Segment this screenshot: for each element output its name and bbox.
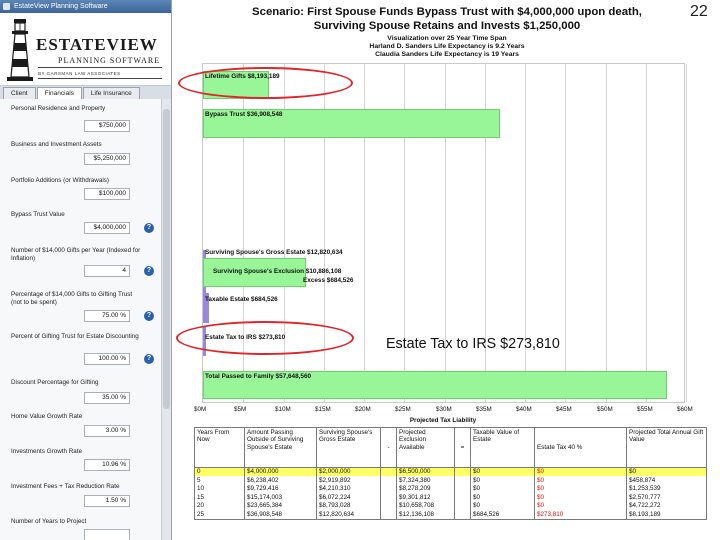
bypass-trust-value-input[interactable]: $4,000,000 [84,222,130,234]
table-row [195,476,707,485]
table-row [195,502,707,511]
table-cell: $4,722,272 [627,502,707,511]
table-cell [455,502,471,511]
table-row [195,494,707,503]
bar-label: Surviving Spouse's Gross Estate $12,820,634 [205,249,343,256]
table-row [195,485,707,494]
title-line: Surviving Spouse Retains and Invests $1,250,000 [313,20,581,32]
column-header: - [381,428,397,468]
page-number: 22 [690,3,708,20]
table-cell: $9,301,812 [397,494,455,503]
field-label: Personal Residence and Property [11,105,106,112]
table-cell: $23,665,384 [245,502,317,511]
table-cell: $458,874 [627,476,707,485]
table-cell: $0 [471,476,535,485]
x-tick-label: $55M [637,406,653,413]
table-cell: $12,136,108 [397,511,455,520]
table-cell: $6,500,000 [397,468,455,477]
lighthouse-icon [6,17,34,83]
x-tick-label: $25M [395,406,411,413]
chart-subtitle: Visualization over 25 Year Time Span [387,35,507,42]
table-cell: $7,324,380 [397,476,455,485]
bar-label: Estate Tax to IRS $273,810 [205,334,286,341]
table-cell: $1,253,539 [627,485,707,494]
window-title: EstateView Planning Software [14,3,108,10]
table-cell: 20 [195,502,245,511]
table-cell: 5 [195,476,245,485]
table-cell: $4,210,310 [317,485,381,494]
scrollbar-thumb[interactable] [163,109,170,409]
table-cell: $10,658,708 [397,502,455,511]
table-cell: $8,278,209 [397,485,455,494]
personal-residence-input[interactable]: $750,000 [84,120,130,132]
help-icon[interactable]: ? [144,266,154,276]
field-label: Number of $14,000 Gifts per Year (Indexed for Inflation) [11,247,141,262]
table-cell: 0 [195,468,245,477]
bar-label: Bypass Trust $36,908,548 [205,111,283,118]
table-cell: $0 [471,494,535,503]
x-tick-label: $20M [355,406,371,413]
field-label: Percentage of $14,000 Gifts to Gifting Trust (not to be spent) [11,291,133,306]
x-tick-label: $50M [597,406,613,413]
number-of-gifts-input[interactable]: 4 [84,265,130,277]
table-cell: $0 [535,485,627,494]
gifting-trust-discount-input[interactable]: 100.00 % [84,353,130,365]
table-cell: $0 [535,476,627,485]
help-icon[interactable]: ? [144,223,154,233]
table-cell: 15 [195,494,245,503]
table-cell [381,502,397,511]
table-cell: $36,908,548 [245,511,317,520]
field-label: Investment Fees + Tax Reduction Rate [11,483,120,490]
table-cell: $6,072,224 [317,494,381,503]
column-header: Estate Tax 40 % [535,428,627,468]
table-row [195,468,707,477]
estate-tax-annotation: Estate Tax to IRS $273,810 [386,336,560,352]
table-cell: $273,810 [535,511,627,520]
logo-wordmark: ESTATEVIEW [36,35,158,54]
field-label: Investments Growth Rate [11,448,83,455]
table-cell: $8,793,028 [317,502,381,511]
table-cell [455,494,471,503]
column-header: Surviving Spouse's Gross Estate [317,428,381,468]
table-cell [381,494,397,503]
title-line: Scenario: First Spouse Funds Bypass Trust with $4,000,000 upon death, [252,6,642,18]
table-cell: $6,238,402 [245,476,317,485]
grid-line [646,64,647,402]
table-cell: $0 [471,468,535,477]
table-cell: $2,919,892 [317,476,381,485]
table-row [195,511,707,520]
tab-client[interactable]: Client [3,87,36,99]
column-header: Amount Passing Outside of Surviving Spouse's Estate [245,428,317,468]
table-cell [381,476,397,485]
table-cell [381,511,397,520]
column-header: Projected Exclusion Available [397,428,455,468]
logo-divider [38,78,162,79]
column-header: = [455,428,471,468]
grid-line [565,64,566,402]
table-cell [381,485,397,494]
table-cell: $12,820,634 [317,511,381,520]
logo-subtitle: PLANNING SOFTWARE [58,56,161,65]
x-tick-label: $30M [436,406,452,413]
table-cell: $4,000,000 [245,468,317,477]
app-icon [3,3,10,10]
table-cell [455,511,471,520]
x-tick-label: $0M [194,406,207,413]
column-header: Years From Now [195,428,245,468]
table-cell: $2,000,000 [317,468,381,477]
tab-life-insurance[interactable]: Life Insurance [83,87,140,99]
x-tick-label: $10M [275,406,291,413]
field-label: Home Value Growth Rate [11,413,83,420]
help-icon[interactable]: ? [144,354,154,364]
field-label: Percent of Gifting Trust for Estate Discounting [11,333,139,340]
tab-financials[interactable]: Financials [37,87,82,99]
investments-growth-rate-input[interactable]: 10.96 % [84,459,130,471]
x-tick-label: $45M [556,406,572,413]
discount-percentage-input[interactable]: 35.00 % [84,392,130,404]
field-label: Bypass Trust Value [11,211,65,218]
table-cell: $0 [471,502,535,511]
table-cell: $8,193,189 [627,511,707,520]
table-cell [381,468,397,477]
x-tick-label: $35M [476,406,492,413]
bar-label: Total Passed to Family $57,648,560 [205,373,312,380]
table-cell: $2,570,777 [627,494,707,503]
financials-form [0,99,162,540]
column-header: Projected Total Annual Gift Value [627,428,707,468]
table-cell: 25 [195,511,245,520]
table-cell: 10 [195,485,245,494]
app-window [0,0,172,540]
report-area [172,0,720,540]
chart-subtitle: Claudia Sanders Life Expectancy is 19 Years [375,51,519,58]
table-cell: $9,729,416 [245,485,317,494]
x-tick-label: $15M [315,406,331,413]
field-label: Discount Percentage for Gifting [11,379,99,386]
gift-percentage-input[interactable]: 75.00 % [84,310,130,322]
x-tick-label: $60M [677,406,693,413]
table-cell: $0 [535,494,627,503]
bar-label: Taxable Estate $684,526 [205,296,278,303]
table-cell [455,476,471,485]
scenario-title [202,5,692,33]
field-label: Number of Years to Project [11,518,87,525]
form-scrollbar[interactable] [161,99,171,540]
years-to-project-input[interactable] [84,529,130,540]
field-label: Business and Investment Assets [11,141,102,148]
bar-label: Surviving Spouse's Exclusion $10,886,108 [213,268,342,275]
x-axis-title: Projected Tax Liability [409,417,477,424]
bar-label: Excess $684,526 [303,277,354,284]
window-titlebar[interactable] [0,0,171,13]
chart-subtitle: Harland D. Sanders Life Expectancy is 9.2 Years [369,43,525,50]
table-cell: $684,526 [471,511,535,520]
grid-line [686,64,687,402]
table-header-row [195,428,707,468]
x-tick-label: $40M [516,406,532,413]
x-tick-label: $5M [234,406,247,413]
logo-divider [38,67,162,68]
projection-table [194,427,707,520]
home-growth-rate-input[interactable]: 3.00 % [84,425,130,437]
table-cell: $0 [471,485,535,494]
portfolio-additions-input[interactable]: $100,000 [84,188,130,200]
table-cell: $0 [535,468,627,477]
logo-tagline: BY GARSMAN LAW ASSOCIATES [38,71,121,76]
grid-line [606,64,607,402]
investment-fees-input[interactable]: 1.50 % [84,495,130,507]
table-cell [455,468,471,477]
table-cell: $15,174,003 [245,494,317,503]
table-cell [455,485,471,494]
column-header: Taxable Value of Estate [471,428,535,468]
bar-label: Lifetime Gifts $8,193,189 [205,73,280,80]
field-label: Portfolio Additions (or Withdrawals) [11,177,109,184]
tab-bar [0,86,171,99]
table-cell: $0 [535,502,627,511]
highlight-oval [178,67,353,99]
highlight-oval [176,321,354,355]
logo [0,13,171,86]
help-icon[interactable]: ? [144,311,154,321]
table-cell: $0 [627,468,707,477]
business-assets-input[interactable]: $5,250,000 [84,153,130,165]
